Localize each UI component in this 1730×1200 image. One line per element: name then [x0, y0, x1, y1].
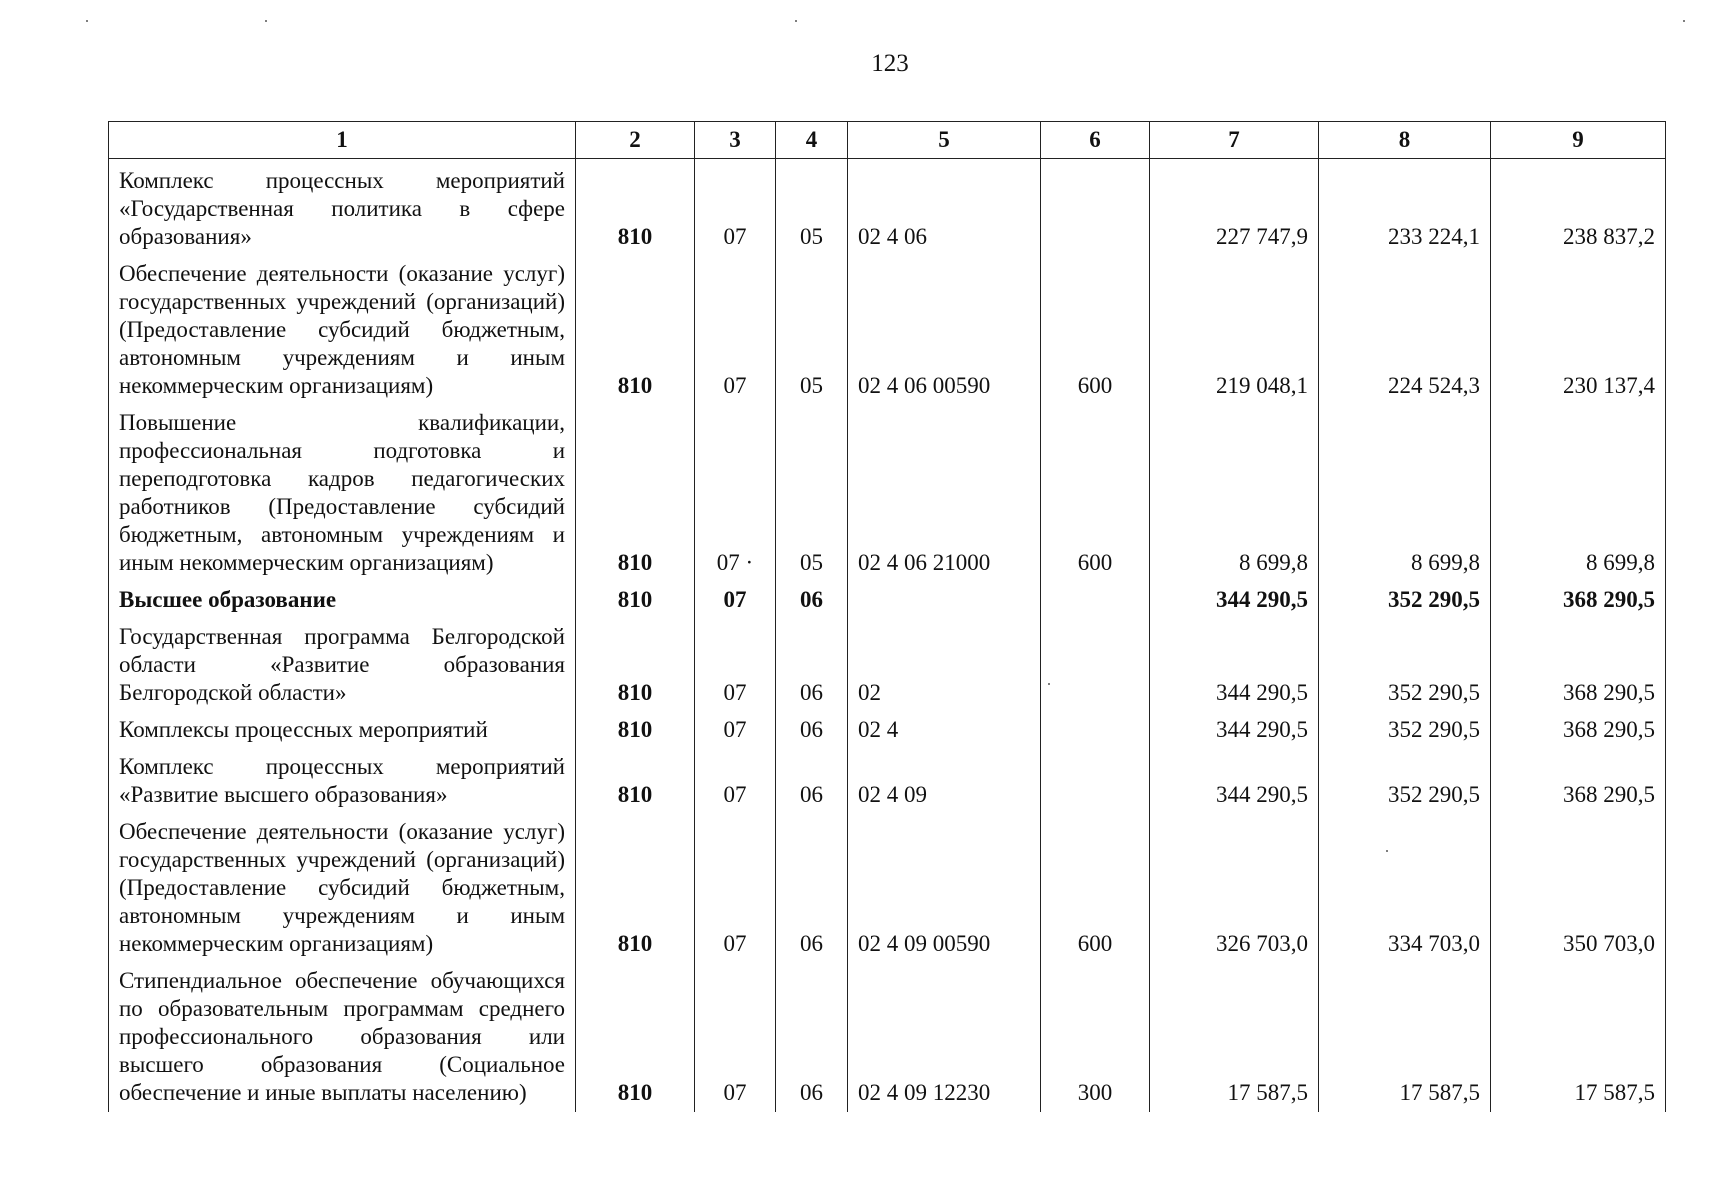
row-col-5: 02 4 09 12230: [848, 963, 1041, 1112]
column-header-3: 3: [695, 122, 776, 159]
row-col-3: 07: [695, 619, 776, 712]
row-col-8: 352 290,5: [1319, 619, 1491, 712]
row-col-9: 368 290,5: [1491, 749, 1666, 814]
row-col-3: 07: [695, 712, 776, 749]
row-name: Обеспечение деятельности (оказание услуг) государственных учреждений (организаций) (Предоставление субсидий бюджетным, автономным учреждениям и иным некоммерческим организациям): [109, 256, 576, 405]
column-header-1: 1: [109, 122, 576, 159]
row-col-5: 02 4: [848, 712, 1041, 749]
row-col-8: 352 290,5: [1319, 582, 1491, 619]
row-col-5: 02 4 06 00590: [848, 256, 1041, 405]
row-col-3: 07 ·: [695, 405, 776, 582]
row-name: Государственная программа Белгородской области «Развитие образования Белгородской области»: [109, 619, 576, 712]
row-col-3: 07: [695, 749, 776, 814]
row-col-8: 352 290,5: [1319, 712, 1491, 749]
row-col-8: 334 703,0: [1319, 814, 1491, 963]
row-col-5: 02 4 09: [848, 749, 1041, 814]
row-col-4: 05: [776, 256, 848, 405]
row-col-2: 810: [576, 814, 695, 963]
row-col-3: 07: [695, 814, 776, 963]
table-row: [109, 159, 1666, 257]
row-name: Обеспечение деятельности (оказание услуг) государственных учреждений (организаций) (Предоставление субсидий бюджетным, автономным учреждениям и иным некоммерческим организациям): [109, 814, 576, 963]
row-col-2: 810: [576, 712, 695, 749]
row-col-4: 05: [776, 159, 848, 257]
scan-speck: [1683, 20, 1685, 22]
scan-speck: [86, 20, 88, 22]
row-col-6: [1041, 619, 1150, 712]
scan-speck: [1386, 850, 1388, 852]
row-col-9: 17 587,5: [1491, 963, 1666, 1112]
column-header-7: 7: [1150, 122, 1319, 159]
row-col-8: 17 587,5: [1319, 963, 1491, 1112]
row-col-4: 06: [776, 619, 848, 712]
row-col-6: [1041, 159, 1150, 257]
row-col-6: 600: [1041, 405, 1150, 582]
row-col-2: 810: [576, 749, 695, 814]
table-row: [109, 712, 1666, 749]
row-col-7: 17 587,5: [1150, 963, 1319, 1112]
page-number: 123: [871, 50, 909, 77]
row-col-9: 350 703,0: [1491, 814, 1666, 963]
row-col-7: 8 699,8: [1150, 405, 1319, 582]
row-col-8: 224 524,3: [1319, 256, 1491, 405]
row-col-6: [1041, 582, 1150, 619]
table-row: [109, 405, 1666, 582]
row-col-6: [1041, 712, 1150, 749]
row-name: Стипендиальное обеспечение обучающихся по образовательным программам среднего профессионального образования или высшего образования (Социальное обеспечение и иные выплаты населению): [109, 963, 576, 1112]
row-col-2: 810: [576, 582, 695, 619]
row-col-4: 06: [776, 814, 848, 963]
scan-speck: [795, 20, 797, 22]
column-header-6: 6: [1041, 122, 1150, 159]
row-col-2: 810: [576, 963, 695, 1112]
row-col-4: 05: [776, 405, 848, 582]
row-col-7: 227 747,9: [1150, 159, 1319, 257]
row-col-4: 06: [776, 582, 848, 619]
row-col-9: 8 699,8: [1491, 405, 1666, 582]
row-col-9: 368 290,5: [1491, 619, 1666, 712]
row-col-7: 344 290,5: [1150, 582, 1319, 619]
row-col-9: 230 137,4: [1491, 256, 1666, 405]
row-col-7: 344 290,5: [1150, 712, 1319, 749]
row-col-8: 352 290,5: [1319, 749, 1491, 814]
table-row: [109, 256, 1666, 405]
row-col-2: 810: [576, 159, 695, 257]
column-header-5: 5: [848, 122, 1041, 159]
row-col-7: 344 290,5: [1150, 619, 1319, 712]
table-row: [109, 814, 1666, 963]
table-header-row: [109, 122, 1666, 159]
row-col-7: 326 703,0: [1150, 814, 1319, 963]
table-row-section-heading: [109, 582, 1666, 619]
row-col-6: 600: [1041, 256, 1150, 405]
row-col-5: 02 4 06 21000: [848, 405, 1041, 582]
row-col-9: 368 290,5: [1491, 582, 1666, 619]
row-col-2: 810: [576, 619, 695, 712]
row-col-6: 600: [1041, 814, 1150, 963]
row-col-5: 02 4 06: [848, 159, 1041, 257]
scan-speck: [1048, 683, 1050, 685]
table-row: [109, 749, 1666, 814]
row-col-2: 810: [576, 256, 695, 405]
row-col-3: 07: [695, 963, 776, 1112]
row-col-6: 300: [1041, 963, 1150, 1112]
row-col-8: 8 699,8: [1319, 405, 1491, 582]
row-col-5: 02: [848, 619, 1041, 712]
row-col-6: [1041, 749, 1150, 814]
row-col-9: 368 290,5: [1491, 712, 1666, 749]
column-header-9: 9: [1491, 122, 1666, 159]
column-header-8: 8: [1319, 122, 1491, 159]
row-col-4: 06: [776, 963, 848, 1112]
row-col-7: 219 048,1: [1150, 256, 1319, 405]
row-col-4: 06: [776, 712, 848, 749]
row-col-3: 07: [695, 159, 776, 257]
row-name: Повышение квалификации, профессиональная подготовка и переподготовка кадров педагогических работников (Предоставление субсидий бюджетным, автономным учреждениям и иным некоммерческим организациям): [109, 405, 576, 582]
row-col-7: 344 290,5: [1150, 749, 1319, 814]
scan-speck: [265, 20, 267, 22]
row-name: Высшее образование: [109, 582, 576, 619]
row-col-4: 06: [776, 749, 848, 814]
row-col-3: 07: [695, 256, 776, 405]
table-row: [109, 619, 1666, 712]
row-name: Комплекс процессных мероприятий «Развитие высшего образования»: [109, 749, 576, 814]
budget-table: [108, 121, 1666, 1112]
row-col-5: 02 4 09 00590: [848, 814, 1041, 963]
row-col-3: 07: [695, 582, 776, 619]
table-row: [109, 963, 1666, 1112]
row-name: Комплекс процессных мероприятий «Государственная политика в сфере образования»: [109, 159, 576, 257]
row-col-9: 238 837,2: [1491, 159, 1666, 257]
column-header-2: 2: [576, 122, 695, 159]
row-col-5: [848, 582, 1041, 619]
row-col-2: 810: [576, 405, 695, 582]
row-col-8: 233 224,1: [1319, 159, 1491, 257]
column-header-4: 4: [776, 122, 848, 159]
row-name: Комплексы процессных мероприятий: [109, 712, 576, 749]
